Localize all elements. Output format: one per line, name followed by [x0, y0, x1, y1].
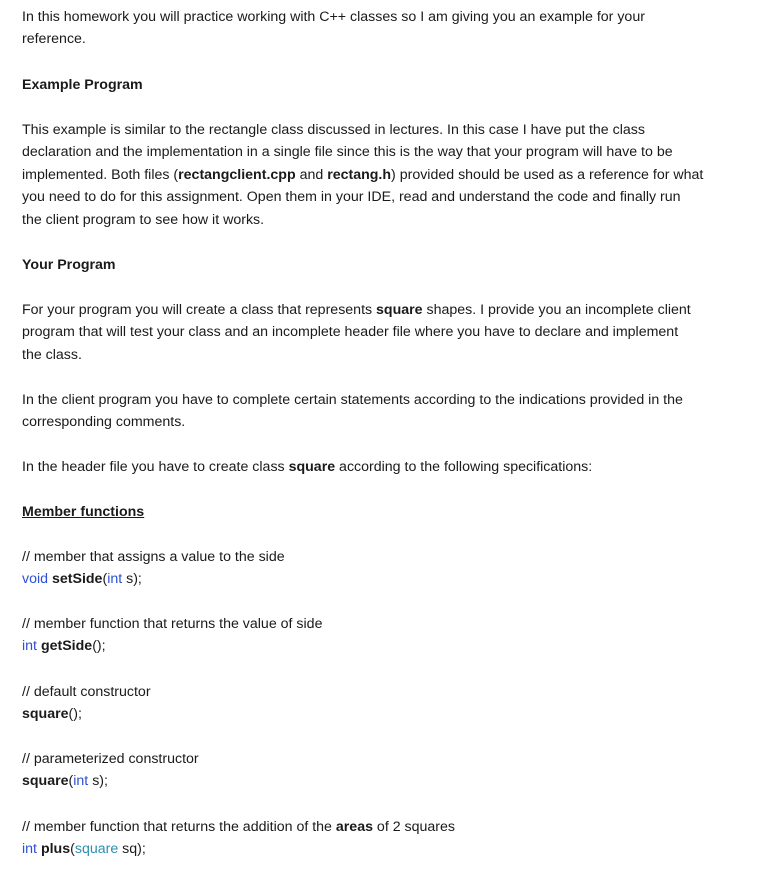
example-line-1: This example is similar to the rectangle class discussed in lectures. In this case I have put the class [22, 122, 645, 138]
example-line-3c: and [295, 166, 328, 183]
example-line-3a: implemented. Both files ( [22, 166, 179, 183]
code-param-type: int [107, 571, 123, 588]
member-get-side [22, 613, 322, 658]
your-program-paragraph [22, 299, 732, 366]
code-comment: // member function that returns the addition of the [22, 819, 336, 835]
code-comment-bold: areas [335, 819, 373, 835]
code-function-name: square [22, 773, 69, 790]
member-functions-heading: Member functions [22, 504, 145, 520]
code-function-name: square [22, 706, 69, 723]
intro-line-2: reference. [22, 31, 86, 48]
member-plus [22, 816, 455, 861]
filename-rectang-h: rectang.h [327, 166, 392, 183]
filename-rectangclient: rectangclient.cpp [178, 166, 296, 183]
member-default-constructor [22, 681, 151, 726]
header-line-a: In the header file you have to create class [22, 459, 289, 475]
code-paren: ( [68, 773, 74, 790]
code-rest: s); [88, 773, 108, 790]
yp-line-1c: shapes. I provide you an incomplete client [422, 302, 691, 318]
code-function-name: getSide [40, 638, 93, 655]
yp-square-bold: square [376, 302, 423, 318]
code-comment: // default constructor [22, 684, 151, 700]
client-paragraph [22, 389, 732, 434]
code-rest: (); [68, 706, 82, 723]
example-line-5: the client program to see how it works. [22, 211, 265, 228]
code-comment-end: of 2 squares [372, 819, 456, 835]
code-keyword: int [22, 638, 37, 655]
header-line-c: according to the following specifications: [335, 459, 593, 475]
code-rest: sq); [118, 841, 146, 858]
member-parameterized-constructor [22, 748, 199, 793]
code-keyword: void [22, 571, 49, 588]
code-comment: // member that assigns a value to the side [22, 549, 285, 565]
code-comment: // parameterized constructor [22, 751, 199, 767]
code-paren: ( [70, 841, 75, 858]
member-set-side [22, 546, 285, 591]
example-line-3e: ) provided should be used as a reference for what [391, 166, 704, 183]
client-line-1: In the client program you have to complete certain statements according to the indications provided in the [22, 392, 683, 408]
yp-line-1a: For your program you will create a class that represents [22, 302, 377, 318]
client-line-2: corresponding comments. [22, 414, 186, 431]
example-heading: Example Program [22, 77, 143, 93]
yp-line-3: the class. [22, 346, 82, 363]
example-paragraph [22, 119, 732, 231]
code-keyword: int [22, 841, 37, 858]
intro-line-1: In this homework you will practice working with C++ classes so I am giving you an example for your [22, 9, 645, 25]
intro-paragraph [22, 6, 732, 51]
code-param-type: int [73, 773, 89, 790]
header-paragraph [22, 456, 732, 478]
code-function-name: plus [40, 841, 71, 858]
code-paren: ( [102, 571, 108, 588]
your-program-heading: Your Program [22, 257, 116, 273]
code-function-name: setSide [51, 571, 103, 588]
header-square-bold: square [288, 459, 336, 475]
code-comment: // member function that returns the value of side [22, 616, 323, 632]
code-param-type: square [74, 841, 119, 858]
example-line-2: declaration and the implementation in a single file since this is the way that your program will have to be [22, 144, 673, 161]
example-line-4: you need to do for this assignment. Open them in your IDE, read and understand the code and finally run [22, 189, 681, 206]
code-rest: s); [122, 571, 142, 588]
yp-line-2: program that will test your class and an incomplete header file where you have to declare and implement [22, 324, 679, 341]
code-rest: (); [92, 638, 106, 655]
